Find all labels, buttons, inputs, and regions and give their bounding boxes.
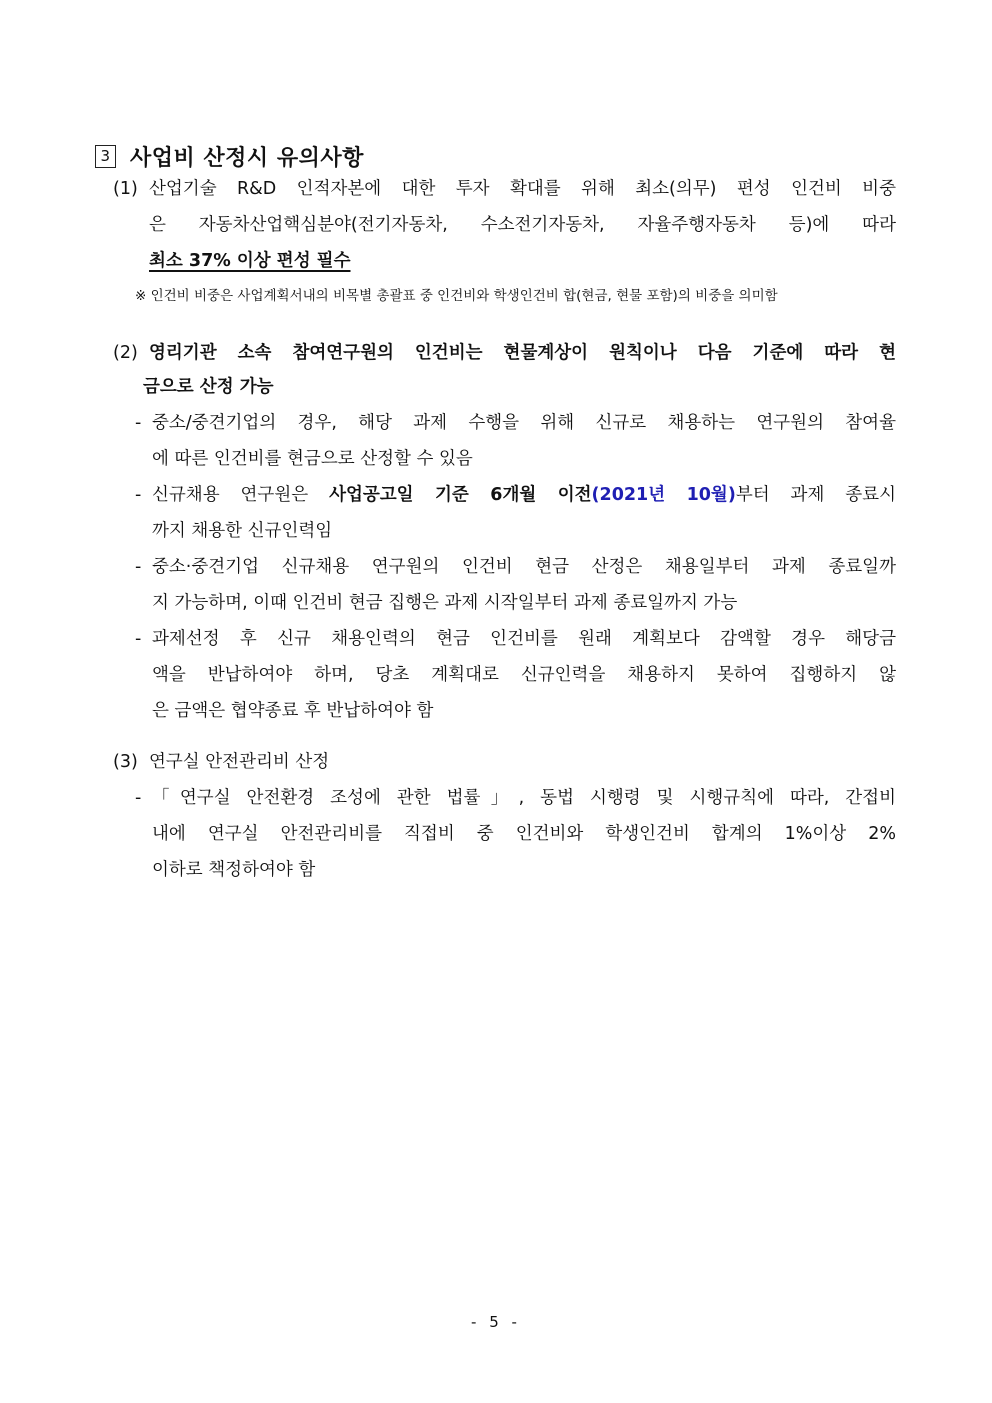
bullet2-text-bold: 사업공고일 기준 6개월 이전 bbox=[329, 485, 592, 505]
item1-note: ※ 인건비 비중은 사업계획서내의 비목별 총괄표 중 인건비와 학생인건비 합(현금, 현물 포함)의 비중을 의미함 bbox=[135, 288, 778, 304]
item3-number: (3) bbox=[113, 752, 138, 772]
section-heading bbox=[95, 139, 364, 173]
bullet-dash: - bbox=[135, 485, 142, 505]
bullet2-text-a: 신규채용 연구원은 bbox=[152, 485, 330, 505]
bullet-dash: - bbox=[135, 413, 142, 433]
item2-number: (2) bbox=[113, 343, 138, 363]
item2-bullet3-line2: 지 가능하며, 이때 인건비 현금 집행은 과제 시작일부터 과제 종료일까지 가능 bbox=[152, 593, 738, 613]
item2-line2: 금으로 산정 가능 bbox=[143, 377, 274, 397]
section-title: 사업비 산정시 유의사항 bbox=[130, 145, 364, 171]
item3-bullet-line1: 「연구실 안전환경 조성에 관한 법률」, 동법 시행령 및 시행규칙에 따라, 간접비 bbox=[152, 788, 896, 808]
item2-bullet4-line3: 은 금액은 협약종료 후 반납하여야 함 bbox=[152, 701, 434, 721]
bullet-dash: - bbox=[135, 557, 142, 577]
item2-bullet1-line1: 중소/중견기업의 경우, 해당 과제 수행을 위해 신규로 채용하는 연구원의 참여율 bbox=[152, 413, 896, 433]
section-number-box: 3 bbox=[95, 145, 116, 168]
item1-number: (1) bbox=[113, 179, 138, 199]
item2-bullet4-line1: 과제선정 후 신규 채용인력의 현금 인건비를 원래 계획보다 감액할 경우 해당금 bbox=[152, 629, 896, 649]
item1-line1: 산업기술 R&D 인적자본에 대한 투자 확대를 위해 최소(의무) 편성 인건비 비중 bbox=[149, 179, 896, 199]
item2-bullet1-line2: 에 따른 인건비를 현금으로 산정할 수 있음 bbox=[152, 449, 473, 469]
item2-bullet4-line2: 액을 반납하여야 하며, 당초 계획대로 신규인력을 채용하지 못하여 집행하지 않 bbox=[152, 665, 896, 685]
page-number: - 5 - bbox=[471, 1313, 521, 1331]
bullet-dash: - bbox=[135, 629, 142, 649]
item3-title: 연구실 안전관리비 산정 bbox=[149, 752, 330, 772]
item2-bullet2-line2: 까지 채용한 신규인력임 bbox=[152, 521, 333, 541]
bullet2-text-b: 부터 과제 종료시 bbox=[735, 485, 896, 505]
bullet2-date-highlight: (2021년 10월) bbox=[591, 485, 736, 505]
item2-line1: 영리기관 소속 참여연구원의 인건비는 현물계상이 원칙이나 다음 기준에 따라 현 bbox=[149, 343, 896, 363]
item1-line3-emphasis: 최소 37% 이상 편성 필수 bbox=[149, 251, 351, 271]
item2-bullet2-line1 bbox=[152, 483, 896, 507]
item2-bullet3-line1: 중소·중견기업 신규채용 연구원의 인건비 현금 산정은 채용일부터 과제 종료일까 bbox=[152, 557, 896, 577]
item3-bullet-line3: 이하로 책정하여야 함 bbox=[152, 860, 316, 880]
item1-line2: 은 자동차산업핵심분야(전기자동차, 수소전기자동차, 자율주행자동차 등)에 따라 bbox=[149, 215, 896, 235]
bullet-dash: - bbox=[135, 788, 142, 808]
item3-bullet-line2: 내에 연구실 안전관리비를 직접비 중 인건비와 학생인건비 합계의 1%이상 2% bbox=[152, 824, 896, 844]
